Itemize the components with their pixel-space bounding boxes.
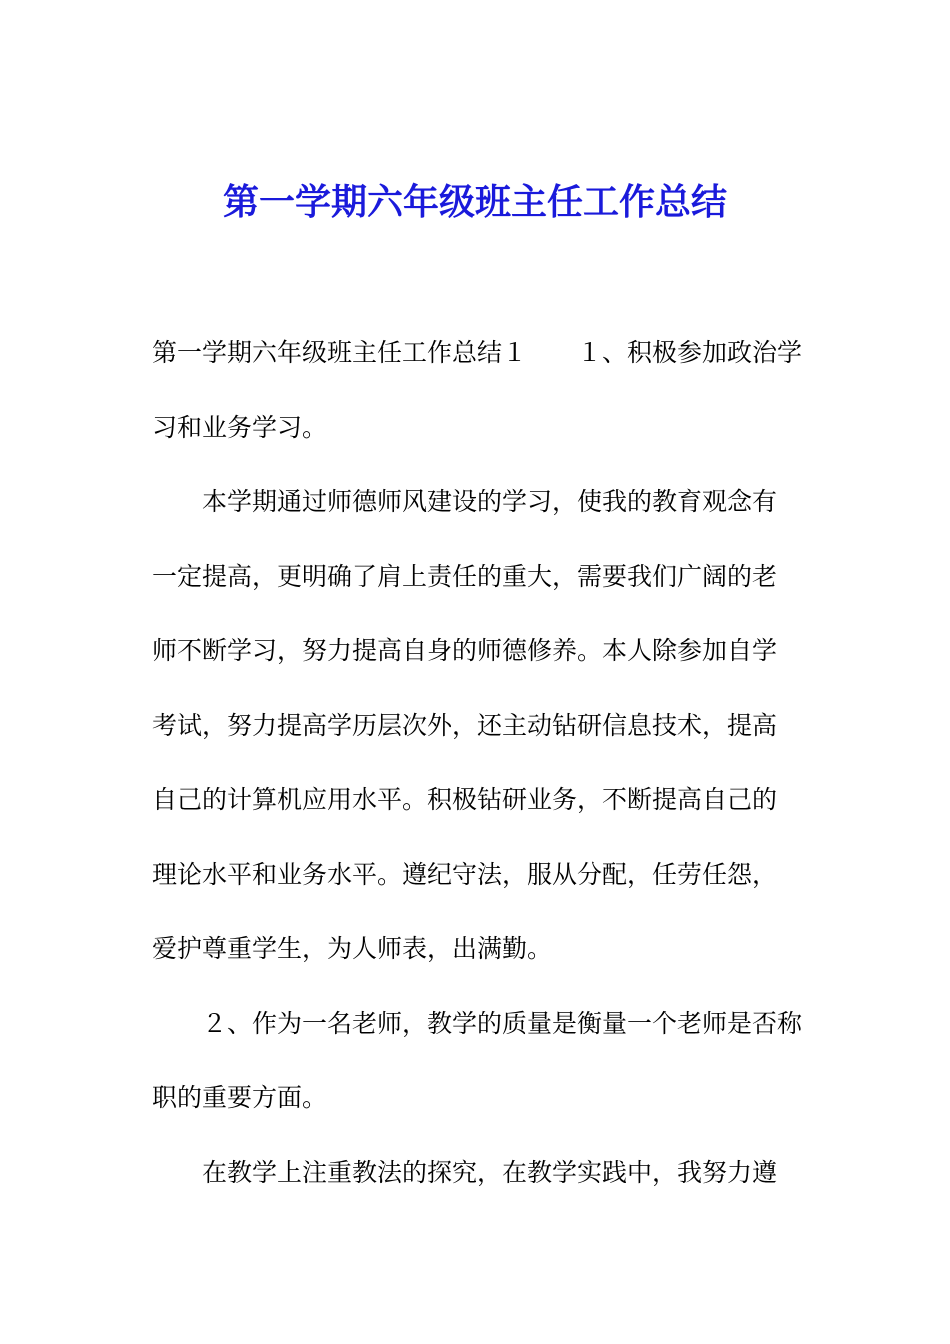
body-line-2: 习和业务学习。 [152,413,328,442]
body-line-11: 职的重要方面。 [152,1083,328,1112]
body-line-10: ２、作为一名老师，教学的质量是衡量一个老师是否称 [152,1009,803,1038]
body-line-7: 自己的计算机应用水平。积极钻研业务，不断提高自己的 [152,785,778,814]
body-line-1: 第一学期六年级班主任工作总结１ １、积极参加政治学 [152,338,803,367]
body-line-3: 本学期通过师德师风建设的学习，使我的教育观念有 [152,487,778,516]
body-line-9: 爱护尊重学生，为人师表，出满勤。 [152,934,553,963]
body-line-12: 在教学上注重教法的探究，在教学实践中，我努力遵 [152,1158,778,1187]
body-line-8: 理论水平和业务水平。遵纪守法，服从分配，任劳任怨， [152,860,778,889]
body-line-4: 一定提高，更明确了肩上责任的重大，需要我们广阔的老 [152,562,778,591]
document-title: 第一学期六年级班主任工作总结 [222,181,727,223]
body-line-5: 师不断学习，努力提高自身的师德修养。本人除参加自学 [152,636,778,665]
body-line-6: 考试，努力提高学历层次外，还主动钻研信息技术，提高 [152,711,778,740]
